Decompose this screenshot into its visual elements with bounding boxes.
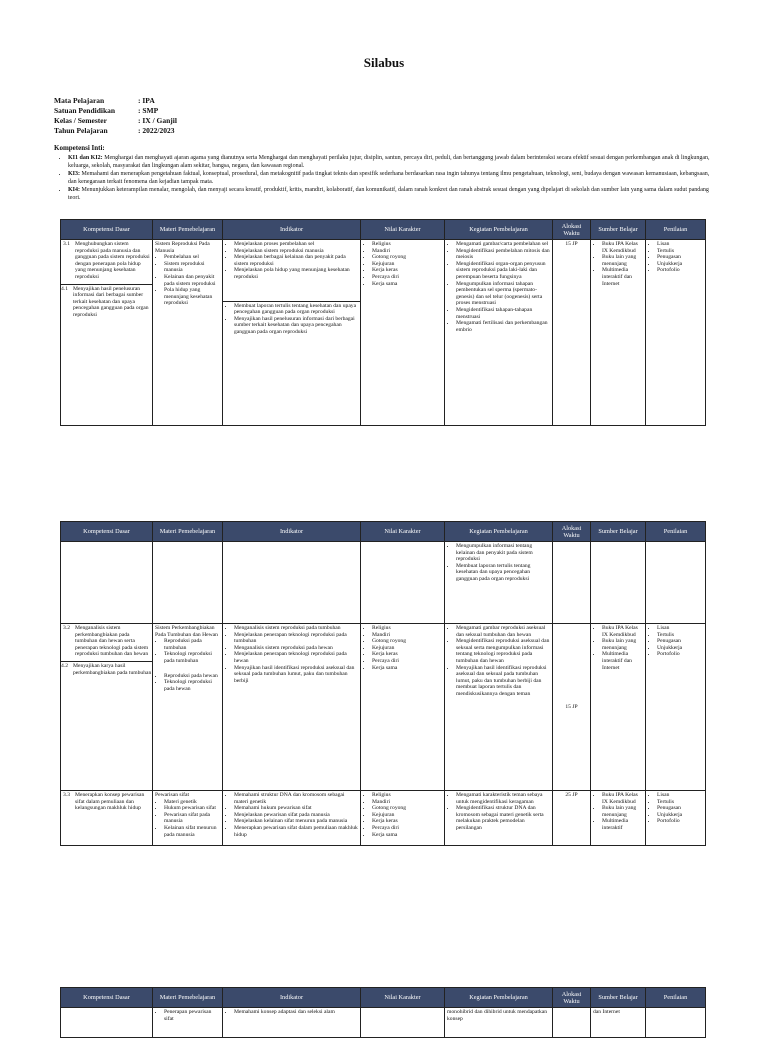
column-header: Alokasi Waktu (553, 220, 591, 240)
list-item: • Kelainan dan penyakit pada sistem reproduksi (164, 274, 220, 287)
list-item: • Pewarisan sifat pada manusia (164, 812, 220, 825)
list-item: • Mengidentifikasi tahapan-tahapan menstruasi (456, 307, 550, 320)
list-item: • Mengumpulkan informasi tentang kelainan dan penyakit pada sistem reproduksi (456, 543, 550, 563)
sumber-list (593, 241, 643, 287)
list-item: • Percaya diri (372, 274, 442, 281)
materi-cell (153, 791, 223, 846)
kegiatan-cell (445, 624, 553, 791)
list-item: • Menjelaskan penerapan teknologi reproduksi pada tumbuhan (234, 632, 358, 645)
list-item: • Mengidentifikasi reproduksi aseksual dan seksual serta mengumpulkan informasi tentang teknologi reproduksi pada tumbuhan dan hewan (456, 638, 550, 664)
list-item: • Mengamati gambar/carta pembelahan sel (456, 241, 550, 248)
list-item: • Penerapan pewarisan sifat (164, 1009, 220, 1022)
table-header (61, 988, 706, 1008)
column-header: Sumber Belajar (591, 988, 646, 1008)
kompetensi-inti (54, 144, 714, 202)
indikator-list (225, 241, 358, 281)
table-row (61, 542, 706, 624)
list-item: • Materi genetik (164, 799, 220, 806)
list-item: • Penugasan (657, 805, 703, 812)
karakter-cell (361, 624, 445, 791)
list-item: • Reproduksi pada hewan (164, 673, 220, 680)
list-item: • Tertulis (657, 632, 703, 639)
list-item: • Kerja keras (372, 651, 442, 658)
column-header: Kegiatan Pembelajaran (445, 522, 553, 542)
kd-text: Menyajikan karya hasil perkembangbiakan pada tumbuhan (73, 662, 152, 676)
list-item: • Menjelaskan pola hidup yang menunjang kesehatan reproduksi (234, 267, 358, 280)
identity-block (54, 96, 177, 136)
list-item: • Mengumpulkan informasi tahapan pembentukan sel sperma (spermato-genesis) dan sel telur (oogenesis) serta proses menstruasi (456, 281, 550, 307)
table-row (61, 624, 706, 791)
kegiatan-list (447, 543, 550, 583)
list-item: • Gotong royong (372, 805, 442, 812)
column-header: Sumber Belajar (591, 522, 646, 542)
list-item: • Lisan (657, 241, 703, 248)
identity-key: Kelas / Semester (54, 116, 107, 125)
list-item: • Sistem reproduksi manusia (164, 261, 220, 274)
ki-heading: Kompetensi Inti: (54, 144, 105, 152)
list-item: • Menyajikan hasil identifikasi reproduksi aseksual dan seksual pada tumbuhan lumut, paku dan tumbuhan berbiji (234, 665, 358, 685)
list-item: • Menjelaskan berbagai kelainan dan penyakit pada sistem reproduksi (234, 254, 358, 267)
column-header: Indikator (223, 988, 361, 1008)
sumber-list (593, 625, 643, 671)
materi-heading: Sistem Reproduksi Pada Manusia (155, 241, 210, 254)
column-header: Kegiatan Pembelajaran (445, 220, 553, 240)
kd-number: 4.1 (61, 285, 68, 292)
materi-list (155, 638, 220, 664)
kegiatan-list (447, 792, 550, 832)
column-header: Penilaian (646, 522, 706, 542)
list-item: • Reproduksi pada tumbuhan (164, 638, 220, 651)
list-item: • Religius (372, 241, 442, 248)
materi-cell (153, 1008, 223, 1038)
list-item: • Menjelaskan kelainan sifat menurun pada manusia (234, 818, 358, 825)
list-item: • Mandiri (372, 799, 442, 806)
column-header: Materi Pemebelajaran (153, 522, 223, 542)
column-header: Sumber Belajar (591, 220, 646, 240)
list-item: • Buku lain yang menunjang (602, 254, 643, 267)
table-header (61, 522, 706, 542)
list-item: • Buku IPA Kelas IX Kemdikbud (602, 792, 643, 805)
list-item: • Membuat laporan tertulis tentang kesehatan dan upaya pencegahan gangguan pada organ reproduksi (234, 303, 358, 316)
list-item: • Menjelaskan proses pembelahan sel (234, 241, 358, 248)
table-row (61, 240, 706, 426)
list-item: • Percaya diri (372, 825, 442, 832)
materi-heading: Pewarisan sifat (155, 792, 190, 798)
column-header: Materi Pemebelajaran (153, 220, 223, 240)
syllabus-table-page1 (60, 219, 706, 426)
waktu-cell: 15 JP (553, 240, 591, 426)
column-header: Alokasi Waktu (553, 988, 591, 1008)
penilaian-cell (646, 240, 706, 426)
sumber-cell (591, 240, 646, 426)
column-header: Kompetensi Dasar (61, 220, 153, 240)
indikator-cell (223, 624, 361, 791)
list-item: • Pola hidup yang menunjang kesehatan reproduksi (164, 287, 220, 307)
materi-list (155, 673, 220, 693)
materi-cell (153, 240, 223, 426)
column-header: Nilai Karakter (361, 220, 445, 240)
identity-value: : IX / Ganjil (138, 116, 177, 125)
kegiatan-cell (445, 542, 553, 624)
column-header: Nilai Karakter (361, 522, 445, 542)
kd-cell (61, 240, 153, 426)
list-item: • Kerja sama (372, 832, 442, 839)
ki-item (68, 170, 714, 186)
kd-number: 3.2 (63, 625, 70, 631)
penilaian-list (648, 792, 703, 825)
list-item: • Kejujuran (372, 645, 442, 652)
ki-label: KI1 dan KI2: (68, 155, 103, 161)
sumber-cell (591, 624, 646, 791)
materi-list (155, 799, 220, 839)
list-item: • Menjelaskan sistem reproduksi manusia (234, 248, 358, 255)
karakter-list (363, 792, 442, 838)
kd-text: Menghubungkan sistem reproduksi pada manusia dan gangguan pada sistem reproduksi dengan penerapan pola hidup yang menunjang kesehatan reproduksi (75, 241, 150, 280)
indikator-list (225, 625, 358, 684)
kd-text: Menerapkan konsep pewarisan sifat dalam pemuliaan dan kelangsungan makhluk hidup (75, 792, 145, 812)
table-row (61, 791, 706, 846)
list-item: • Tertulis (657, 799, 703, 806)
list-item: • Penugasan (657, 638, 703, 645)
identity-key: Tahun Pelajaran (54, 126, 108, 135)
waktu-cell: 15 JP (553, 624, 591, 791)
karakter-cell (361, 240, 445, 426)
table-header (61, 220, 706, 240)
kd-cell (61, 791, 153, 846)
syllabus-table-page2 (60, 521, 706, 846)
indikator-list (225, 1009, 358, 1016)
column-header: Penilaian (646, 220, 706, 240)
list-item: • Religius (372, 792, 442, 799)
ki-label: KI4: (68, 187, 80, 193)
ki-item (68, 186, 714, 202)
kd-number: 4.2 (61, 662, 68, 669)
list-item: • Tertulis (657, 248, 703, 255)
column-header: Kegiatan Pembelajaran (445, 988, 553, 1008)
list-item: • Buku lain yang menunjang (602, 805, 643, 818)
kegiatan-list (447, 625, 550, 698)
identity-value: : SMP (138, 106, 159, 115)
list-item: • Lisan (657, 792, 703, 799)
list-item: • Menyajikan hasil penelusuran informasi dari berbagai sumber terkait kesehatan dan upaya pencegahan gangguan pada organ reproduksi (234, 316, 358, 336)
list-item: • Buku IPA Kelas IX Kemdikbud (602, 241, 643, 254)
sumber-list (593, 792, 643, 832)
list-item: • Kejujuran (372, 812, 442, 819)
ki-text: Menghargai dan menghayati ajaran agama yang dianutnya serta Menghargai dan menghayati perilaku jujur, disiplin, santun, percaya diri, peduli, dan bertanggung jawab dalam berinteraksi secara efektif sesuai dengan perkembangan anak di lingkungan, keluarga, sekolah, masyarakat dan lingkungan alam sekitar, bangsa, negara, dan kawasan regional. (68, 155, 710, 169)
list-item: • Mengidentifikasi organ-organ penyusun sistem reproduksi pada laki-laki dan perempuan beserta fungsinya (456, 261, 550, 281)
indikator-cell (223, 791, 361, 846)
list-item: • Kelainan sifat menurun pada manusia (164, 825, 220, 838)
list-item: • Menjelaskan penerapan teknologi reproduksi pada hewan (234, 651, 358, 664)
kd-text: Menganalisis sistem perkembangbiakan pada tumbuhan dan hewan serta penerapan teknologi pada sistem reproduksi tumbuhan dan hewan (75, 625, 149, 658)
list-item: • Hukum pewarisan sifat (164, 805, 220, 812)
ki-item (68, 154, 714, 170)
page-title: Silabus (363, 55, 405, 70)
list-item: • Portofolio (657, 818, 703, 825)
column-header: Indikator (223, 220, 361, 240)
column-header: Penilaian (646, 988, 706, 1008)
sumber-cell: dan Internet (591, 1008, 646, 1038)
list-item: • Mengidentifikasi struktur DNA dan kromosom sebagai materi genetik serta melakukan praktek pemodelan persilangan (456, 805, 550, 831)
list-item: • Memahami struktur DNA dan kromosom sebagai materi genetik (234, 792, 358, 805)
ki-text: Memahami dan menerapkan pengetahuan faktual, konseptual, prosedural, dan metakognitif pada tingkat teknis dan spesifik sederhana berdasarkan rasa ingin tahunya tentang ilmu pengetahuan, teknologi, seni, budaya dengan wawasan kemanusiaan, kebangsaan, dan kenegaraan terkait fenomena dan kejadian tampak mata. (68, 171, 710, 185)
list-item: • Menjelaskan pewarisan sifat pada manusia (234, 812, 358, 819)
materi-list (155, 1009, 220, 1022)
column-header: Indikator (223, 522, 361, 542)
karakter-list (363, 625, 442, 671)
list-item: • Penugasan (657, 254, 703, 261)
kegiatan-cell (445, 791, 553, 846)
kd-number: 3.3 (63, 792, 70, 798)
syllabus-table-page3 (60, 987, 706, 1038)
list-item: • Religius (372, 625, 442, 632)
penilaian-list (648, 625, 703, 658)
kd-number: 3.1 (63, 241, 70, 247)
list-item: • Kerja sama (372, 665, 442, 672)
identity-key: Satuan Pendidikan (54, 106, 116, 115)
identity-value: : IPA (138, 96, 155, 105)
list-item: • Unjukkerja (657, 261, 703, 268)
column-header: Nilai Karakter (361, 988, 445, 1008)
list-item: • Multimedia interaktif dan Internet (602, 267, 643, 287)
kegiatan-list (447, 241, 550, 333)
sumber-cell (591, 791, 646, 846)
list-item: • Kerja keras (372, 818, 442, 825)
list-item: • Multimedia interaktif (602, 818, 643, 831)
list-item: • Pembelahan sel (164, 254, 220, 261)
list-item: • Kerja sama (372, 281, 442, 288)
list-item: • Unjukkerja (657, 645, 703, 652)
indikator-list (225, 303, 358, 336)
list-item: • Menerapkan pewarisan sifat dalam pemuliaan makhluk hidup (234, 825, 358, 838)
list-item: • Buku lain yang menunjang (602, 638, 643, 651)
list-item: • Mengamati gambar reproduksi aseksual dan seksual tumbuhan dan hewan (456, 625, 550, 638)
materi-heading: Sistem Perkembangbiakan Pada Tumbuhan dan Hewan (155, 625, 218, 638)
table-row (61, 1008, 706, 1038)
list-item: • Teknologi reproduksi pada hewan (164, 679, 220, 692)
list-item: • Kejujuran (372, 261, 442, 268)
kd-text: Menyajikan hasil penelusuran informasi dari berbagai sumber terkait kesehatan dan upaya pencegahan gangguan pada organ reproduksi (73, 285, 149, 318)
indikator-cell (223, 1008, 361, 1038)
list-item: • Membuat laporan tertulis tentang kesehatan dan upaya pencegahan gangguan pada organ reproduksi (456, 563, 550, 583)
penilaian-cell (646, 624, 706, 791)
column-header: Alokasi Waktu (553, 522, 591, 542)
karakter-list (363, 241, 442, 287)
kegiatan-cell: monohibrid dan dihibrid untuk mendapatkan konsep (445, 1008, 553, 1038)
column-header: Kompetensi Dasar (61, 988, 153, 1008)
list-item: • Percaya diri (372, 658, 442, 665)
indikator-list (225, 792, 358, 838)
waktu-cell: 25 JP (553, 791, 591, 846)
list-item: • Memahami konsep adaptasi dan seleksi alam (234, 1009, 358, 1016)
list-item: • Multimedia interaktif dan Internet (602, 651, 643, 671)
list-item: • Mengamati fertilisasi dan perkembangan embrio (456, 320, 550, 333)
list-item: • Menganalisis sistem reproduksi pada tumbuhan (234, 625, 358, 632)
list-item: • Mandiri (372, 632, 442, 639)
list-item: • Memahami hukum pewarisan sifat (234, 805, 358, 812)
penilaian-cell (646, 791, 706, 846)
list-item: • Menyajikan hasil identifikasi reproduksi aseksual dan seksual pada tumbuhan lumut, paku dan tumbuhan berbiji dan membuat laporan tertulis dan mendiskusikannya dengan teman (456, 665, 550, 698)
list-item: • Lisan (657, 625, 703, 632)
identity-value: : 2022/2023 (138, 126, 175, 135)
materi-cell (153, 624, 223, 791)
list-item: • Portofolio (657, 651, 703, 658)
list-item: • Mandiri (372, 248, 442, 255)
list-item: • Mengidentifikasi pembelahan mitosis dan meiosis (456, 248, 550, 261)
indikator-cell (223, 240, 361, 426)
list-item: • Menganalisis sistem reproduksi pada hewan (234, 645, 358, 652)
list-item: • Portofolio (657, 267, 703, 274)
ki-label: KI3: (68, 171, 80, 177)
list-item: • Buku IPA Kelas IX Kemdikbud (602, 625, 643, 638)
ki-text: Menunjukkan keterampilan menalar, mengolah, dan menyaji secara kreatif, produktif, kritis, mandiri, kolaboratif, dan komunikatif, dalam ranah konkret dan ranah abstrak sesuai dengan yang dipelajari di sekolah dan sumber lain yang sama dalam sudut pandang teori. (68, 187, 709, 201)
list-item: • Teknologi reproduksi pada tumbuhan (164, 651, 220, 664)
kd-cell (61, 624, 153, 791)
list-item: • Unjukkerja (657, 812, 703, 819)
materi-list (155, 254, 220, 307)
penilaian-list (648, 241, 703, 274)
karakter-cell (361, 791, 445, 846)
list-item: • Kerja keras (372, 267, 442, 274)
list-item: • Gotong royong (372, 638, 442, 645)
kegiatan-cell (445, 240, 553, 426)
list-item: • Mengamati karakteristik teman sebaya untuk mengidentifikasi keragaman (456, 792, 550, 805)
column-header: Materi Pemebelajaran (153, 988, 223, 1008)
column-header: Kompetensi Dasar (61, 522, 153, 542)
identity-key: Mata Pelajaran (54, 96, 105, 105)
list-item: • Gotong royong (372, 254, 442, 261)
